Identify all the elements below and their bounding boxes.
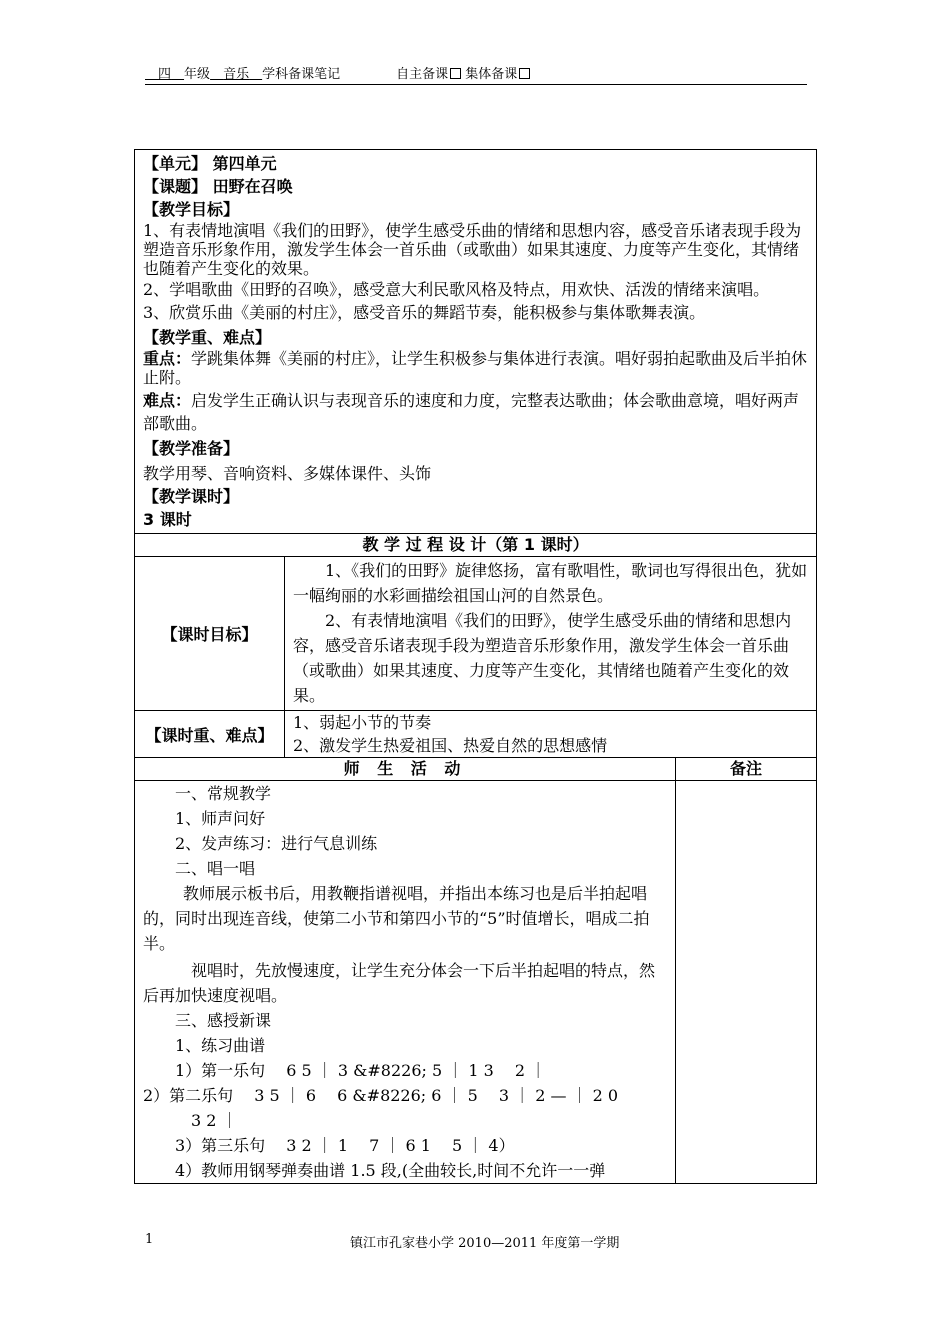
section-heading: 一、常规教学: [175, 784, 272, 803]
activity-header-row: [135, 758, 817, 781]
notes-header: 备注: [676, 758, 817, 781]
lesson-key-item: 1、弱起小节的节奏: [293, 713, 432, 732]
keypoints-label: 【教学重、难点】: [143, 328, 272, 347]
lesson-goal-item: 1、《我们的田野》旋律悠扬，富有歌唱性，歌词也写得很出色，犹如一幅绚丽的水彩画描绘祖国山河的自然景色。: [293, 561, 808, 605]
lesson-keys-row: [135, 711, 817, 758]
footer-school: 镇江市孔家巷小学 2010—2011 年度第一学期: [350, 1236, 620, 1251]
self-prep-checkbox[interactable]: [450, 68, 461, 79]
activity-header: 师 生 活 动: [135, 758, 676, 781]
unit-line: 【单元】 第四单元: [143, 154, 277, 173]
activity-step: 2、发声练习：进行气息训练: [175, 834, 378, 853]
subject-suffix: 学科备课笔记: [262, 67, 341, 82]
activity-step: 4）教师用钢琴弹奏曲谱 1.5 段,(全曲较长,时间不允许一一弹: [175, 1161, 606, 1180]
process-title: 教 学 过 程 设 计（第 1 课时）: [135, 534, 817, 557]
score-phrase-1: 1）第一乐句 6 5 ｜ 3 &#8226; 5 ｜ 1 3 2 ｜: [175, 1061, 547, 1080]
goal-item: 2、学唱歌曲《田野的召唤》，感受意大利民歌风格及特点，用欢快、活泼的情绪来演唱。: [143, 280, 770, 299]
process-title-row: [135, 534, 817, 557]
lesson-plan-table: [134, 149, 817, 1184]
prep-value: 教学用琴、音响资料、多媒体课件、头饰: [143, 464, 432, 483]
activity-paragraph: 教师展示板书后，用教鞭指谱视唱，并指出本练习也是后半拍起唱的，同时出现连音线，使第二小节和第四小节的“5”时值增长，唱成二拍半。: [143, 884, 650, 953]
section-heading: 三、感授新课: [175, 1011, 272, 1030]
focus-text: 重点：学跳集体舞《美丽的村庄》，让学生积极参与集体进行表演。唱好弱拍起歌曲及后半拍休止附。: [143, 349, 808, 387]
grade-suffix: 年级: [184, 67, 211, 82]
self-prep-label: 自主备课: [396, 67, 449, 82]
header-rule: [145, 84, 807, 85]
group-prep-label: 集体备课: [465, 67, 518, 82]
goals-label: 【教学目标】: [143, 200, 240, 219]
group-prep-checkbox[interactable]: [519, 68, 530, 79]
page-number: 1: [145, 1232, 154, 1247]
section-heading: 二、唱一唱: [175, 859, 256, 878]
lesson-goal-item: 2、有表情地演唱《我们的田野》，使学生感受乐曲的情绪和思想内容，感受音乐诸表现手段为塑造音乐形象作用，激发学生体会一首乐曲（或歌曲）如果其速度、力度等产生变化，其情绪也随着产生变化的效果。: [293, 611, 792, 705]
lesson-goals-label: 【课时目标】: [135, 557, 285, 711]
score-phrase-2: 2）第二乐句 3 5 ｜ 6 6 &#8226; 6 ｜ 5 3 ｜ 2 — ｜ 2 0: [143, 1086, 619, 1105]
prep-label: 【教学准备】: [143, 439, 240, 458]
score-phrase-3: 3）第三乐句 3 2 ｜ 1 7 ｜ 6 1 5 ｜ 4）: [175, 1136, 515, 1155]
grade-field: 四: [158, 67, 172, 82]
goal-item: 3、欣赏乐曲《美丽的村庄》，感受音乐的舞蹈节奏，能积极参与集体歌舞表演。: [143, 303, 706, 322]
notes-cell[interactable]: [676, 781, 817, 1184]
overview-row: [135, 150, 817, 534]
activity-body-row: [135, 781, 817, 1184]
score-phrase-2-cont: 3 2 ｜: [191, 1111, 238, 1130]
topic-line: 【课题】 田野在召唤: [143, 177, 293, 196]
hours-label: 【教学课时】: [143, 487, 240, 506]
goal-item: 1、有表情地演唱《我们的田野》，使学生感受乐曲的情绪和思想内容，感受音乐诸表现手段为塑造音乐形象作用，激发学生体会一首乐曲（或歌曲）如果其速度、力度等产生变化，其情绪也随着产生变化的效果。: [143, 221, 802, 278]
lesson-key-item: 2、激发学生热爱祖国、热爱自然的思想感情: [293, 736, 608, 755]
activity-step: 1、练习曲谱: [175, 1036, 266, 1055]
lesson-keys-label: 【课时重、难点】: [135, 711, 285, 758]
difficulty-text: 难点：启发学生正确认识与表现音乐的速度和力度，完整表达歌曲；体会歌曲意境，唱好两声部歌曲。: [143, 391, 800, 433]
lesson-goals-row: [135, 557, 817, 711]
hours-value: 3 课时: [143, 510, 192, 529]
page-header: [145, 66, 807, 84]
activity-paragraph: 视唱时，先放慢速度，让学生充分体会一下后半拍起唱的特点，然后再加快速度视唱。: [143, 961, 656, 1005]
activity-step: 1、师声问好: [175, 809, 266, 828]
subject-field: 音乐: [223, 67, 250, 82]
